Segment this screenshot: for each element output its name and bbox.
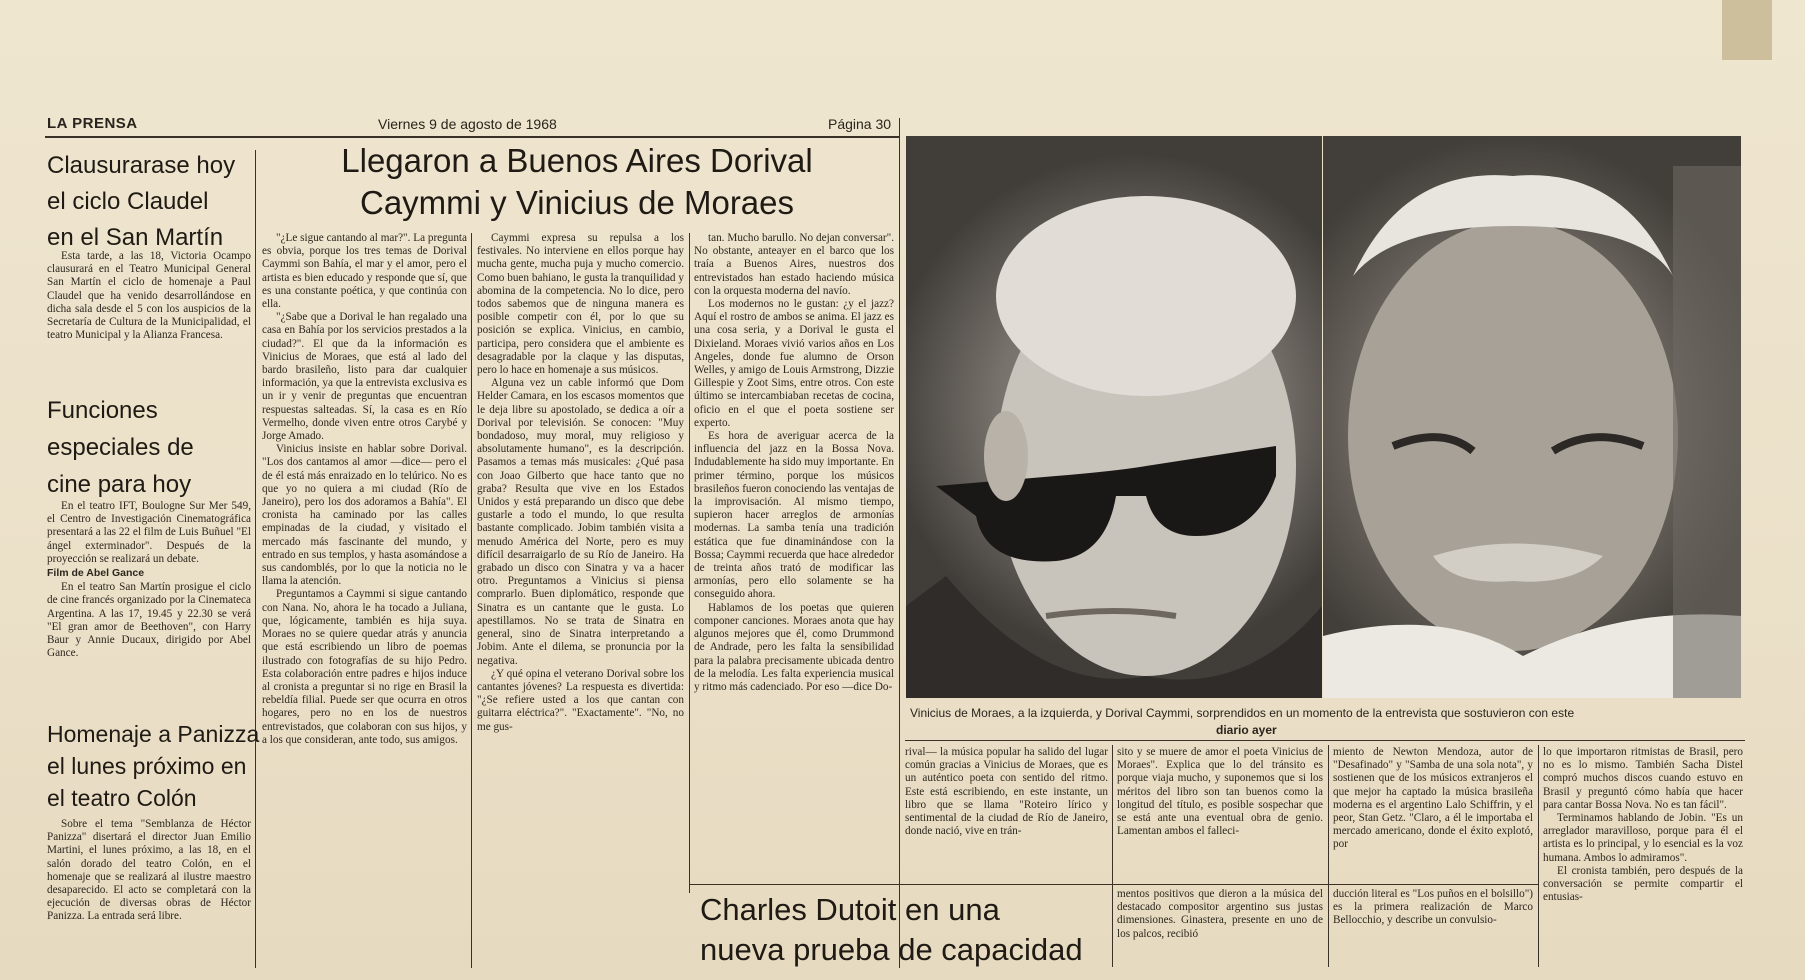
col-divider-4 [899, 118, 900, 968]
headline-claudel: Clausurarase hoy el ciclo Claudel en el San Martín [47, 152, 236, 251]
article-col-c: tan. Mucho barullo. No dejan conversar". No obstante, anteayer en el barco que los traía a Buenos Aires, nuestros dos entrevistados han estado haciendo música con la orquesta moderna del navío. Los modernos no le gustan: ¿y el jazz? Aquí el rostro de ambos se anima. El jazz es una cosa seria, y a Dorival le gusta el Dixieland. Moraes vivió varios años en Los Angeles, donde fue alumno de Orson Welles, y amigo de Louis Armstrong, Dizzie Gillespie y Zoot Sims, entre otros. Con este último se intercambiaban recetas de cocina, oficio en el que el poeta sostiene ser experto. Es hora de averiguar acerca de la influencia del jazz en la Bossa Nova. Indudablemente ha sido muy importante. En primer término, porque los músicos brasileños fueron conociendo las ventajas de la improvisación. Al mismo tiempo, supieron hacer arreglos de armonías modernas. La samba tenía una tradición estática que fue dinaminándose con la Bossa; Caymmi recuerda que hace alrededor de treinta años trató de modificar las armonías, pero ello solamente se ha conseguido ahora. Hablamos de los poetas que quieren componer canciones. Moraes anota que hay algunos mejores que él, como Drummond de Andrade, pero les falta la sensibilidad para la palabra precisamente ubicada dentro de la melodía. Les falta experiencia musical y ritmo más cadenciado. Por eso —dice Do- [694, 232, 894, 693]
subhead-abel-gance: Film de Abel Gance [47, 567, 145, 580]
dutoit-headline: Charles Dutoit en una nueva prueba de capacidad [700, 892, 1083, 967]
dutoit-col-h: mentos positivos que dieron a la música del destacado compositor argentino sus justas dimensiones. Ginastera, presente en uno de los palcos, recibió [1117, 888, 1323, 940]
headline-panizza: Homenaje a Panizza el lunes próximo en el teatro Colón [47, 721, 260, 811]
lower-divider-3 [1538, 745, 1539, 967]
page-number: Página 30 [828, 116, 892, 132]
lower-divider-2 [1328, 745, 1329, 967]
article-claudel: Esta tarde, a las 18, Victoria Ocampo clausurará en el Teatro Municipal General San Martín el ciclo de homenaje a Paul Claudel que ha venido desarrollándose en dicha sala desde el 5 con los auspicios de la Secretaría de Cultura de la Municipalidad, el teatro Municipal y la Alianza Francesa. [47, 250, 251, 342]
tape-mark [1722, 0, 1772, 60]
caption-rule [905, 740, 1745, 741]
article-col-e: sito y se muere de amor el poeta Vinicius de Moraes". Explica que lo del tránsito es porque viaja mucho, y suponemos que si los méritos del libro son tan buenos como la longitud del título, es posible sospechar que se está ante una eventual obra de genio. Lamentan ambos el falleci- [1117, 746, 1323, 838]
article-col-a: "¿Le sigue cantando al mar?". La pregunta es obvia, porque los tres temas de Dorival Caymmi son Bahía, el mar y el amor, pero el artista es bien educado y responde que sí, que es una constante poética, y que continúa con ella. "¿Sabe que a Dorival le han regalado una casa en Bahía por los servicios prestados a la ciudad?". El que da la información es Vinicius de Moraes, que está al lado del bardo brasileño, listo para dar cualquier información, ya que la entrevista exclusiva es un ir y venir de preguntas que encuentran respuestas salteadas. Sí, la casa es en Río Vermelho, donde viven entre otros Carybé y Jorge Amado. Vinicius insiste en hablar sobre Dorival. "Los dos cantamos al amor —dice— pero el de él está más enraizado en lo telúrico. No es que yo no quiera a mi ciudad (Río de Janeiro), pero los dos adoramos a Bahía". El cronista ha caminado por las calles empinadas de la ciudad, y visitado el mercado más fascinante del mundo, y entrado en sus templos, y hasta asomándose a sus candomblés, por lo que la noticia no le llama la atención. Preguntamos a Caymmi si sigue cantando con Nana. No, ahora le ha tocado a Juliana, que, lógicamente, también es hija suya. Moraes no se quiere quedar atrás y anuncia que está escribiendo un libro de poemas ilustrado con fotografías de su hijo Pedro. Esta colaboración entre padres e hijos induce al cronista a preguntar si no rige en Brasil la rebeldía filial. Puede ser que ocurra en otros hogares, pero no en los de nuestros entrevistados, que colaboran con sus hijos, y a los que consideran, ante todo, sus amigos. [262, 232, 467, 746]
dutoit-col-i: ducción literal es "Los puños en el bolsillo") es la primera realización de Marco Bellocchio, y describe un convulsio- [1333, 888, 1533, 927]
col-divider-3 [689, 233, 690, 893]
dutoit-rule [690, 884, 1538, 885]
date-line: Viernes 9 de agosto de 1968 [378, 116, 557, 132]
article-cine: En el teatro IFT, Boulogne Sur Mer 549, el Centro de Investigación Cinematográfica presentará a las 22 el film de Luis Buñuel "El ángel exterminador". Después de la proyección se realizará un debate. Film de Abel Gance En el teatro San Martín prosigue el ciclo de cine francés organizado por la Cinemateca Argentina. A las 17, 19.45 y 22.30 se verá "El gran amor de Beethoven", con Harry Baur y Annie Ducaux, dirigido por Abel Gance. [47, 500, 251, 660]
headline-cine: Funciones especiales de cine para hoy [47, 397, 194, 498]
article-col-d: rival— la música popular ha salido del lugar común gracias a Vinicius de Moraes, que es un auténtico poeta con sentido del ritmo. Este está escribiendo, en este instante, un libro que se llama "Roteiro lírico y sentimental de la ciudad de Río de Janeiro, donde nació, vive en trán- [905, 746, 1108, 838]
article-panizza: Sobre el tema "Semblanza de Héctor Panizza" disertará el director Juan Emilio Martini, el lunes próximo, a las 18, en el salón dorado del teatro Colón, en el homenaje que se realizará al ilustre maestro desaparecido. El acto se completará con la ejecución de diversas obras de Héctor Panizza. La entrada será libre. [47, 818, 251, 923]
header-rule [45, 136, 900, 138]
article-col-g: lo que importaron ritmistas de Brasil, pero no es lo mismo. También Sacha Distel compró muchos discos cuando estuvo en Brasil y preguntó cómo había que hacer para cantar Bossa Nova. No es tan fácil". Terminamos hablando de Jobin. "Es un arreglador maravilloso, porque para él el artista es lo principal, y lo esencial es la voz humana. Ambos lo admiramos". El cronista también, pero después de la conversación se permite compartir el entusias- [1543, 746, 1743, 904]
portrait-vinicius-illustration [906, 136, 1322, 698]
photo-caption: Vinicius de Moraes, a la izquierda, y Dorival Caymmi, sorprendidos en un momento de la entrevista que sostuvieron con este [910, 706, 1575, 720]
col-divider-2 [471, 233, 472, 968]
lower-divider-1 [1112, 745, 1113, 967]
article-col-b: Caymmi expresa su repulsa a los festivales. No interviene en ellos porque hay mucha gente, mucha puja y mucho comercio. Como buen bahiano, le gusta la tranquilidad y abomina de la competencia. No lo dice, pero todos sabemos que de ninguna manera es posible competir con él, por lo que su posición se explica. Vinicius, en cambio, participa, pero considera que el ambiente es desagradable por la claque y las disputas, pero lo hace en homenaje a sus músicos. Alguna vez un cable informó que Dom Helder Camara, en los escasos momentos que le deja libre su apostolado, se dedica a oír a Dorival por televisión. Se conocen: "Muy bondadoso, muy moral, muy religioso y absolutamente humano", es la descripción. Pasamos a temas más musicales: ¿Qué pasa con Joao Gilberto que hace tanto que no graba? Resulta que vive en los Estados Unidos y está preparando un disco que debe gustarle a todo el mundo, lo que resulta bastante complicado. Jobim también visita a menudo América del Norte, pero es muy difícil desarraigarlo de su Río de Janeiro. Ha grabado un disco con Sinatra y va a hacer otro. Preguntamos a Vinicius si piensa comprarlo. Buen diplomático, responde que Sinatra es un cantante que le gusta. Lo apestillamos. No se trata de Sinatra en general, sino de Sinatra interpretando a Jobim. Ante el dilema, se pronuncia por la negativa. ¿Y qué opina el veterano Dorival sobre los cantantes jóvenes? La respuesta es divertida: "¿Se refiere usted a los que cantan con guitarra eléctrica?". "Exactamente". "No, no me gus- [477, 232, 684, 733]
masthead: LA PRENSA [47, 115, 138, 132]
portrait-caymmi-illustration [1323, 136, 1741, 698]
photo-caption-cont: diario ayer [1216, 723, 1277, 737]
col-divider-1 [255, 150, 256, 968]
photo-vinicius-de-moraes [906, 136, 1322, 698]
photo-dorival-caymmi [1323, 136, 1741, 698]
article-col-f: miento de Newton Mendoza, autor de "Desafinado" y "Samba de una sola nota", y sostienen que de los músicos extranjeros el que mejor ha captado la música brasileña moderna es el argentino Lalo Schiffrin, y el peor, Stan Getz. "Claro, a él le importaba el mercado americano, donde el éxito explotó, por [1333, 746, 1533, 851]
main-headline: Llegaron a Buenos Aires Dorival Caymmi y Vinicius de Moraes [341, 142, 813, 221]
